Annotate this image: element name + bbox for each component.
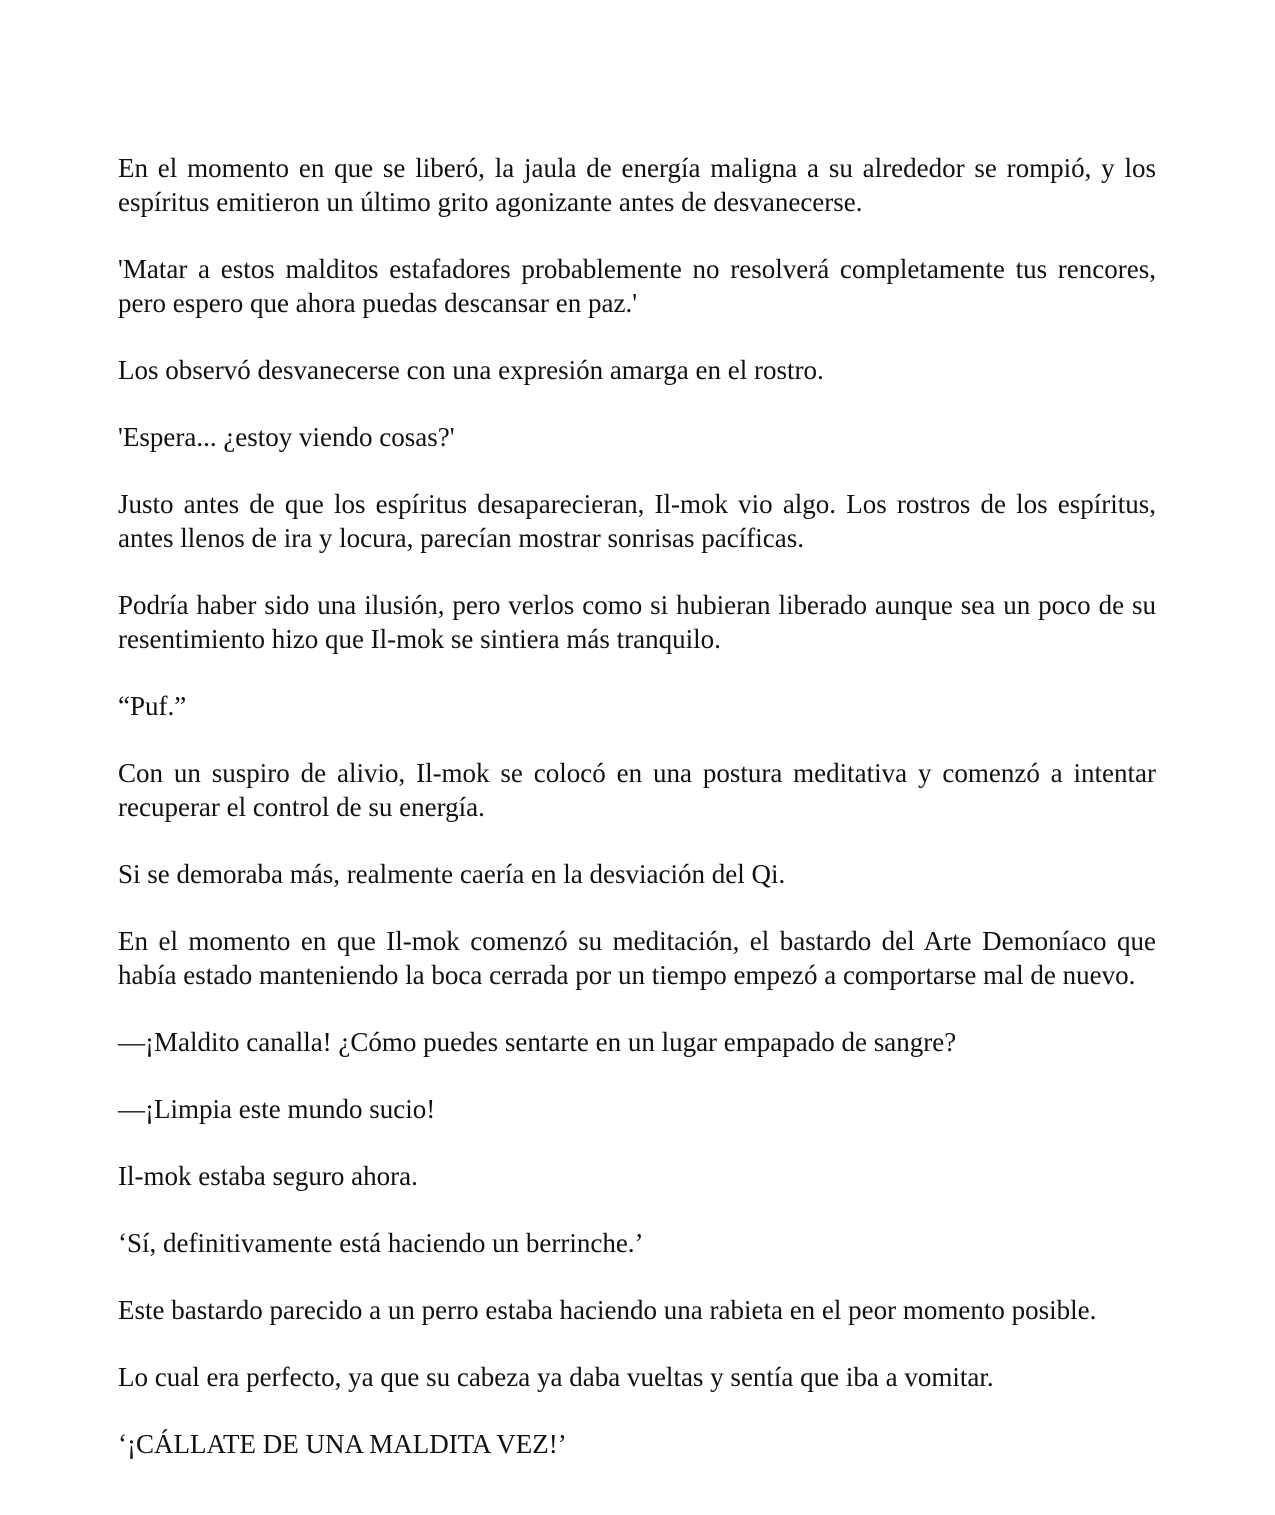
- paragraph: Los observó desvanecerse con una expresión amarga en el rostro.: [118, 355, 824, 385]
- paragraph: Justo antes de que los espíritus desaparecieran, Il-mok vio algo. Los rostros de los espíritus, antes llenos de ira y locura, parecían mostrar sonrisas pacíficas.: [118, 489, 1156, 553]
- paragraph: ‘Sí, definitivamente está haciendo un berrinche.’: [118, 1228, 644, 1258]
- paragraph: En el momento en que se liberó, la jaula de energía maligna a su alrededor se rompió, y los espíritus emitieron un último grito agonizante antes de desvanecerse.: [118, 153, 1156, 217]
- paragraph: Este bastardo parecido a un perro estaba haciendo una rabieta en el peor momento posible.: [118, 1295, 1097, 1325]
- paragraph: Si se demoraba más, realmente caería en la desviación del Qi.: [118, 859, 786, 889]
- paragraph: 'Matar a estos malditos estafadores probablemente no resolverá completamente tus rencores, pero espero que ahora puedas descansar en paz.': [118, 254, 1156, 318]
- paragraph: —¡Maldito canalla! ¿Cómo puedes sentarte en un lugar empapado de sangre?: [118, 1027, 957, 1057]
- document-body: [118, 151, 1156, 1494]
- paragraph: —¡Limpia este mundo sucio!: [118, 1094, 436, 1124]
- paragraph: ‘¡CÁLLATE DE UNA MALDITA VEZ!’: [118, 1429, 567, 1459]
- paragraph: Lo cual era perfecto, ya que su cabeza ya daba vueltas y sentía que iba a vomitar.: [118, 1362, 994, 1392]
- paragraph: Il-mok estaba seguro ahora.: [118, 1161, 418, 1191]
- paragraph: Podría haber sido una ilusión, pero verlos como si hubieran liberado aunque sea un poco de su resentimiento hizo que Il-mok se sintiera más tranquilo.: [118, 590, 1156, 654]
- paragraph: En el momento en que Il-mok comenzó su meditación, el bastardo del Arte Demoníaco que había estado manteniendo la boca cerrada por un tiempo empezó a comportarse mal de nuevo.: [118, 926, 1156, 990]
- paragraph: 'Espera... ¿estoy viendo cosas?': [118, 422, 455, 452]
- paragraph: “Puf.”: [118, 691, 187, 721]
- paragraph: Con un suspiro de alivio, Il-mok se colocó en una postura meditativa y comenzó a intentar recuperar el control de su energía.: [118, 758, 1156, 822]
